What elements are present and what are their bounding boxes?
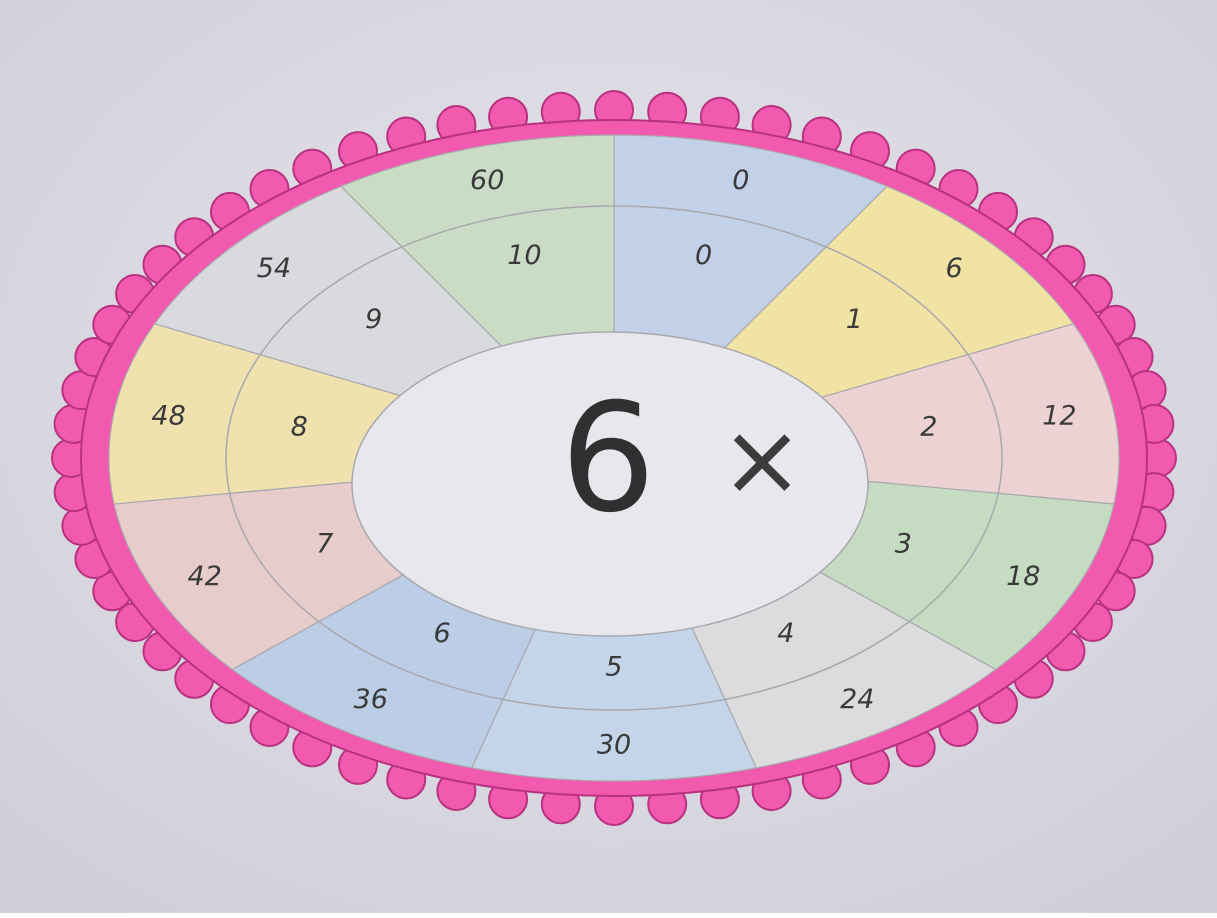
product-label: 30 [596, 729, 632, 761]
product-label: 42 [187, 561, 222, 593]
multiplier-label: 8 [290, 411, 308, 443]
product-label: 12 [1042, 400, 1077, 432]
multiplier-label: 2 [920, 411, 938, 443]
multiplier-label: 4 [777, 618, 795, 650]
product-label: 18 [1006, 561, 1041, 593]
product-label: 24 [840, 683, 875, 715]
product-label: 36 [353, 683, 388, 715]
product-label: 0 [732, 165, 750, 197]
multiplier-label: 9 [365, 304, 383, 335]
product-label: 54 [256, 252, 292, 284]
product-label: 60 [470, 165, 505, 197]
multiplier-label: 10 [507, 240, 542, 271]
multiplier-label: 0 [695, 240, 713, 271]
multiplier-label: 1 [845, 304, 863, 335]
multiplier-label: 5 [605, 651, 623, 683]
center-number: 6 [560, 372, 656, 546]
multiplier-label: 7 [316, 528, 334, 560]
multiplier-label: 3 [894, 528, 912, 560]
multiplier-label: 6 [433, 618, 451, 650]
product-label: 48 [151, 400, 186, 432]
multiply-sign: × [720, 401, 804, 518]
product-label: 6 [945, 252, 963, 284]
